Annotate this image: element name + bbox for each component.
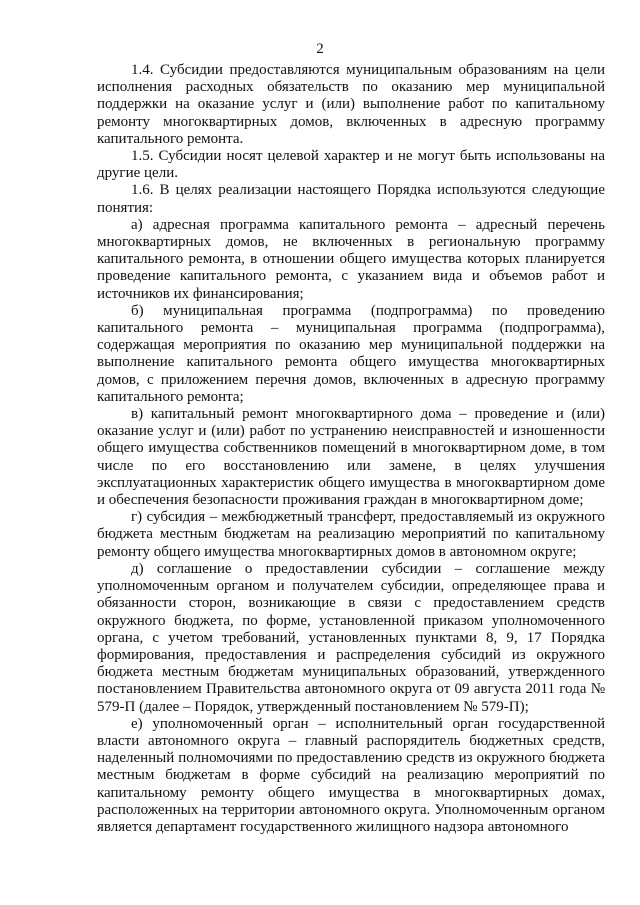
definition-d: д) соглашение о предоставлении субсидии – соглашение между уполномоченным органом и получателем субсидии, определяющее права и обязанности сторон, возникающие в связи с предоставлением средств окружного бюджета, по форме, установленной приказом уполномоченного органа, с учетом требований, установленных пунктами 8, 9, 17 Порядка формирования, предоставления и распределения субсидий из окружного бюджета местным бюджетам муниципальных образований, утвержденного постановлением Правительства автономного округа от 09 августа 2011 года № 579-П (далее – Порядок, утвержденный постановлением № 579-П); <box>97 560 605 715</box>
page-number: 2 <box>316 41 324 57</box>
document-body <box>97 62 605 836</box>
paragraph-1-4: 1.4. Субсидии предоставляются муниципальным образованиям на цели исполнения расходных обязательств по оказанию мер муниципальной поддержки на оказание услуг и (или) выполнение работ по капитальному ремонту многоквартирных домов, включенных в адресную программу капитального ремонта. <box>97 62 605 147</box>
paragraph-1-5: 1.5. Субсидии носят целевой характер и не могут быть использованы на другие цели. <box>97 148 605 182</box>
paragraph-1-6: 1.6. В целях реализации настоящего Порядка используются следующие понятия: <box>97 182 605 216</box>
definition-e: е) уполномоченный орган – исполнительный орган государственной власти автономного округа – главный распорядитель бюджетных средств, наделенный полномочиями по предоставлению средств из окружного бюджета местным бюджетам в форме субсидий на реализацию мероприятий по капитальному ремонту общего имущества в многоквартирных домах, расположенных на территории автономного округа. Уполномоченным органом является департамент государственного жилищного надзора автономного <box>97 715 605 835</box>
definition-g: г) субсидия – межбюджетный трансферт, предоставляемый из окружного бюджета местным бюджетам на реализацию мероприятий по капитальному ремонту общего имущества многоквартирных домов в автономном округе; <box>97 509 605 560</box>
definition-b: б) муниципальная программа (подпрограмма) по проведению капитального ремонта – муниципальная программа (подпрограмма), содержащая мероприятия по оказанию мер муниципальной поддержки на выполнение капитального ремонта общего имущества многоквартирных домов, с приложением перечня домов, включенных в адресную программу капитального ремонта; <box>97 302 605 405</box>
definition-a: а) адресная программа капитального ремонта – адресный перечень многоквартирных домов, не включенных в региональную программу капитального ремонта, в отношении общего имущества которых планируется проведение капитального ремонта, с указанием вида и объемов работ и источников их финансирования; <box>97 216 605 302</box>
definition-v: в) капитальный ремонт многоквартирного дома – проведение и (или) оказание услуг и (или) работ по устранению неисправностей и изношенности общего имущества собственников помещений в многоквартирном доме, в том числе по его восстановлению или замене, в целях улучшения эксплуатационных характеристик общего имущества в многоквартирном доме и обеспечения безопасности проживания граждан в многоквартирном доме; <box>97 406 605 509</box>
